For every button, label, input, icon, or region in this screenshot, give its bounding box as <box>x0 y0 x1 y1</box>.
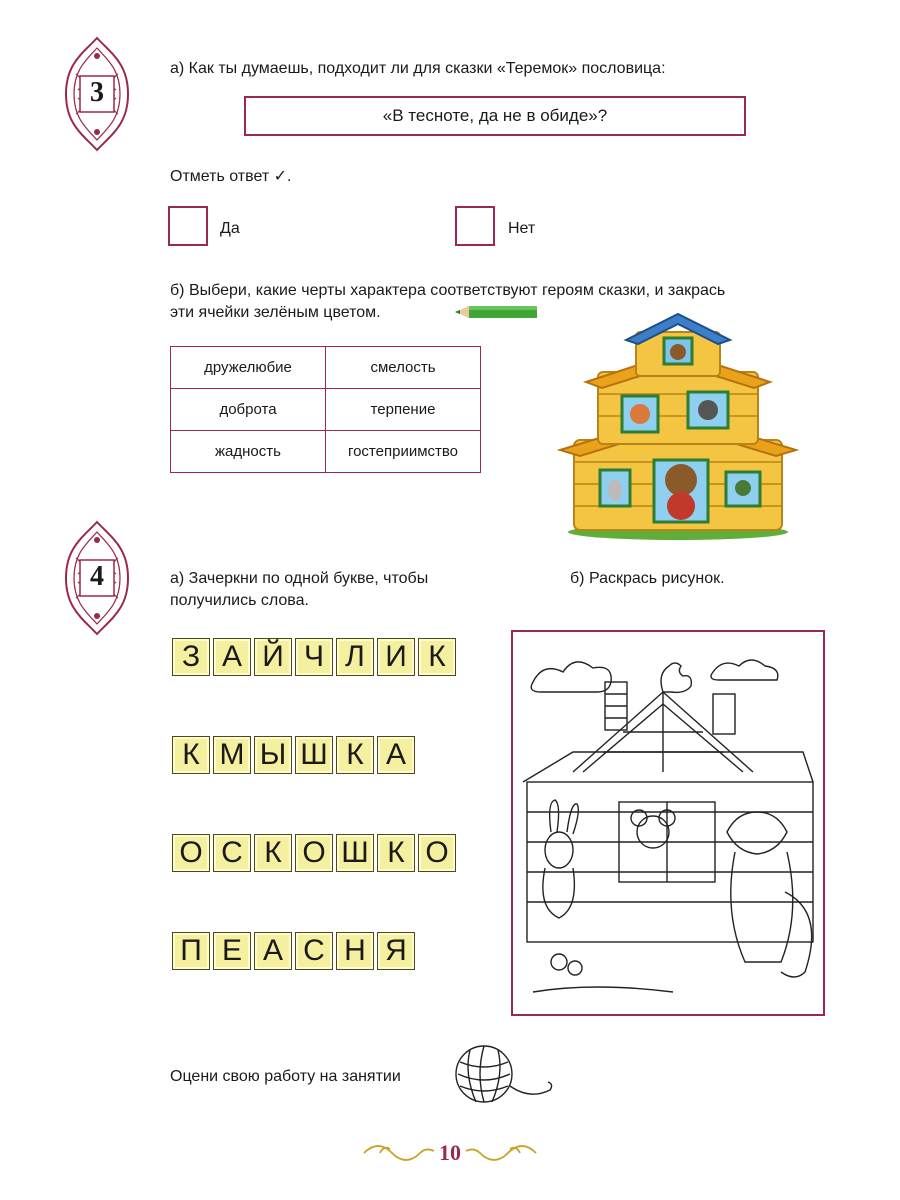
trait-cell[interactable]: доброта <box>171 389 326 431</box>
trait-cell[interactable]: терпение <box>326 389 481 431</box>
letter-tile[interactable]: Ш <box>295 736 333 774</box>
letter-tile[interactable]: А <box>254 932 292 970</box>
answer-no-label: Нет <box>508 220 536 237</box>
letter-tile[interactable]: Я <box>377 932 415 970</box>
task-3-badge <box>62 34 132 154</box>
task-4-question-a-line2: получились слова. <box>170 592 309 609</box>
coloring-picture-frame[interactable] <box>511 630 825 1016</box>
letter-tile[interactable]: А <box>377 736 415 774</box>
letter-tile[interactable]: М <box>213 736 251 774</box>
letter-tile[interactable]: Ч <box>295 638 333 676</box>
proverb-text: «В тесноте, да не в обиде»? <box>382 106 608 125</box>
answer-yes-label: Да <box>220 220 240 237</box>
word-puzzle-4 <box>172 932 415 970</box>
check-mark-icon: ✓. <box>273 168 292 185</box>
page-number: 10 <box>439 1140 461 1165</box>
task-3-question-b-line2: эти ячейки зелёным цветом. <box>170 304 381 321</box>
answer-yes-checkbox[interactable] <box>168 206 208 246</box>
letter-tile[interactable]: Н <box>336 932 374 970</box>
letter-tile[interactable]: Л <box>336 638 374 676</box>
letter-tile[interactable]: З <box>172 638 210 676</box>
letter-tile[interactable]: А <box>213 638 251 676</box>
letter-tile[interactable]: О <box>295 834 333 872</box>
letter-tile[interactable]: Е <box>213 932 251 970</box>
coloring-house-illustration <box>513 632 823 1014</box>
letter-tile[interactable]: Ы <box>254 736 292 774</box>
letter-tile[interactable]: Ш <box>336 834 374 872</box>
green-pencil-icon <box>455 305 539 319</box>
letter-tile[interactable]: К <box>172 736 210 774</box>
letter-tile[interactable]: О <box>172 834 210 872</box>
trait-cell[interactable]: гостеприимство <box>326 431 481 473</box>
trait-cell[interactable]: смелость <box>326 347 481 389</box>
answer-no-checkbox[interactable] <box>455 206 495 246</box>
task-4-question-b: б) Раскрась рисунок. <box>570 570 725 587</box>
task-4-badge <box>62 518 132 638</box>
letter-tile[interactable]: К <box>377 834 415 872</box>
task-3-question-a: а) Как ты думаешь, подходит ли для сказки «Теремок» пословица: <box>170 60 666 77</box>
letter-tile[interactable]: Й <box>254 638 292 676</box>
letter-tile[interactable]: К <box>336 736 374 774</box>
letter-tile[interactable]: С <box>213 834 251 872</box>
traits-table <box>170 346 481 473</box>
letter-tile[interactable]: К <box>254 834 292 872</box>
letter-tile[interactable]: С <box>295 932 333 970</box>
trait-cell[interactable]: дружелюбие <box>171 347 326 389</box>
task-3-question-b-line1: б) Выбери, какие черты характера соответствуют героям сказки, и закрась <box>170 282 726 299</box>
word-puzzle-2 <box>172 736 415 774</box>
teremok-house-illustration <box>556 310 800 542</box>
letter-tile[interactable]: К <box>418 638 456 676</box>
task-number: 4 <box>90 561 104 592</box>
task-4-question-a-line1: а) Зачеркни по одной букве, чтобы <box>170 570 429 587</box>
word-puzzle-1 <box>172 638 456 676</box>
mark-instruction-text: Отметь ответ <box>170 168 270 185</box>
trait-cell[interactable]: жадность <box>171 431 326 473</box>
letter-tile[interactable]: П <box>172 932 210 970</box>
letter-tile[interactable]: И <box>377 638 415 676</box>
letter-tile[interactable]: О <box>418 834 456 872</box>
mark-instruction <box>170 166 291 188</box>
yarn-ball-icon[interactable] <box>452 1042 556 1108</box>
self-assessment-label: Оцени свою работу на занятии <box>170 1068 401 1085</box>
proverb-box <box>244 96 746 136</box>
task-number: 3 <box>90 77 104 108</box>
word-puzzle-3 <box>172 834 456 872</box>
